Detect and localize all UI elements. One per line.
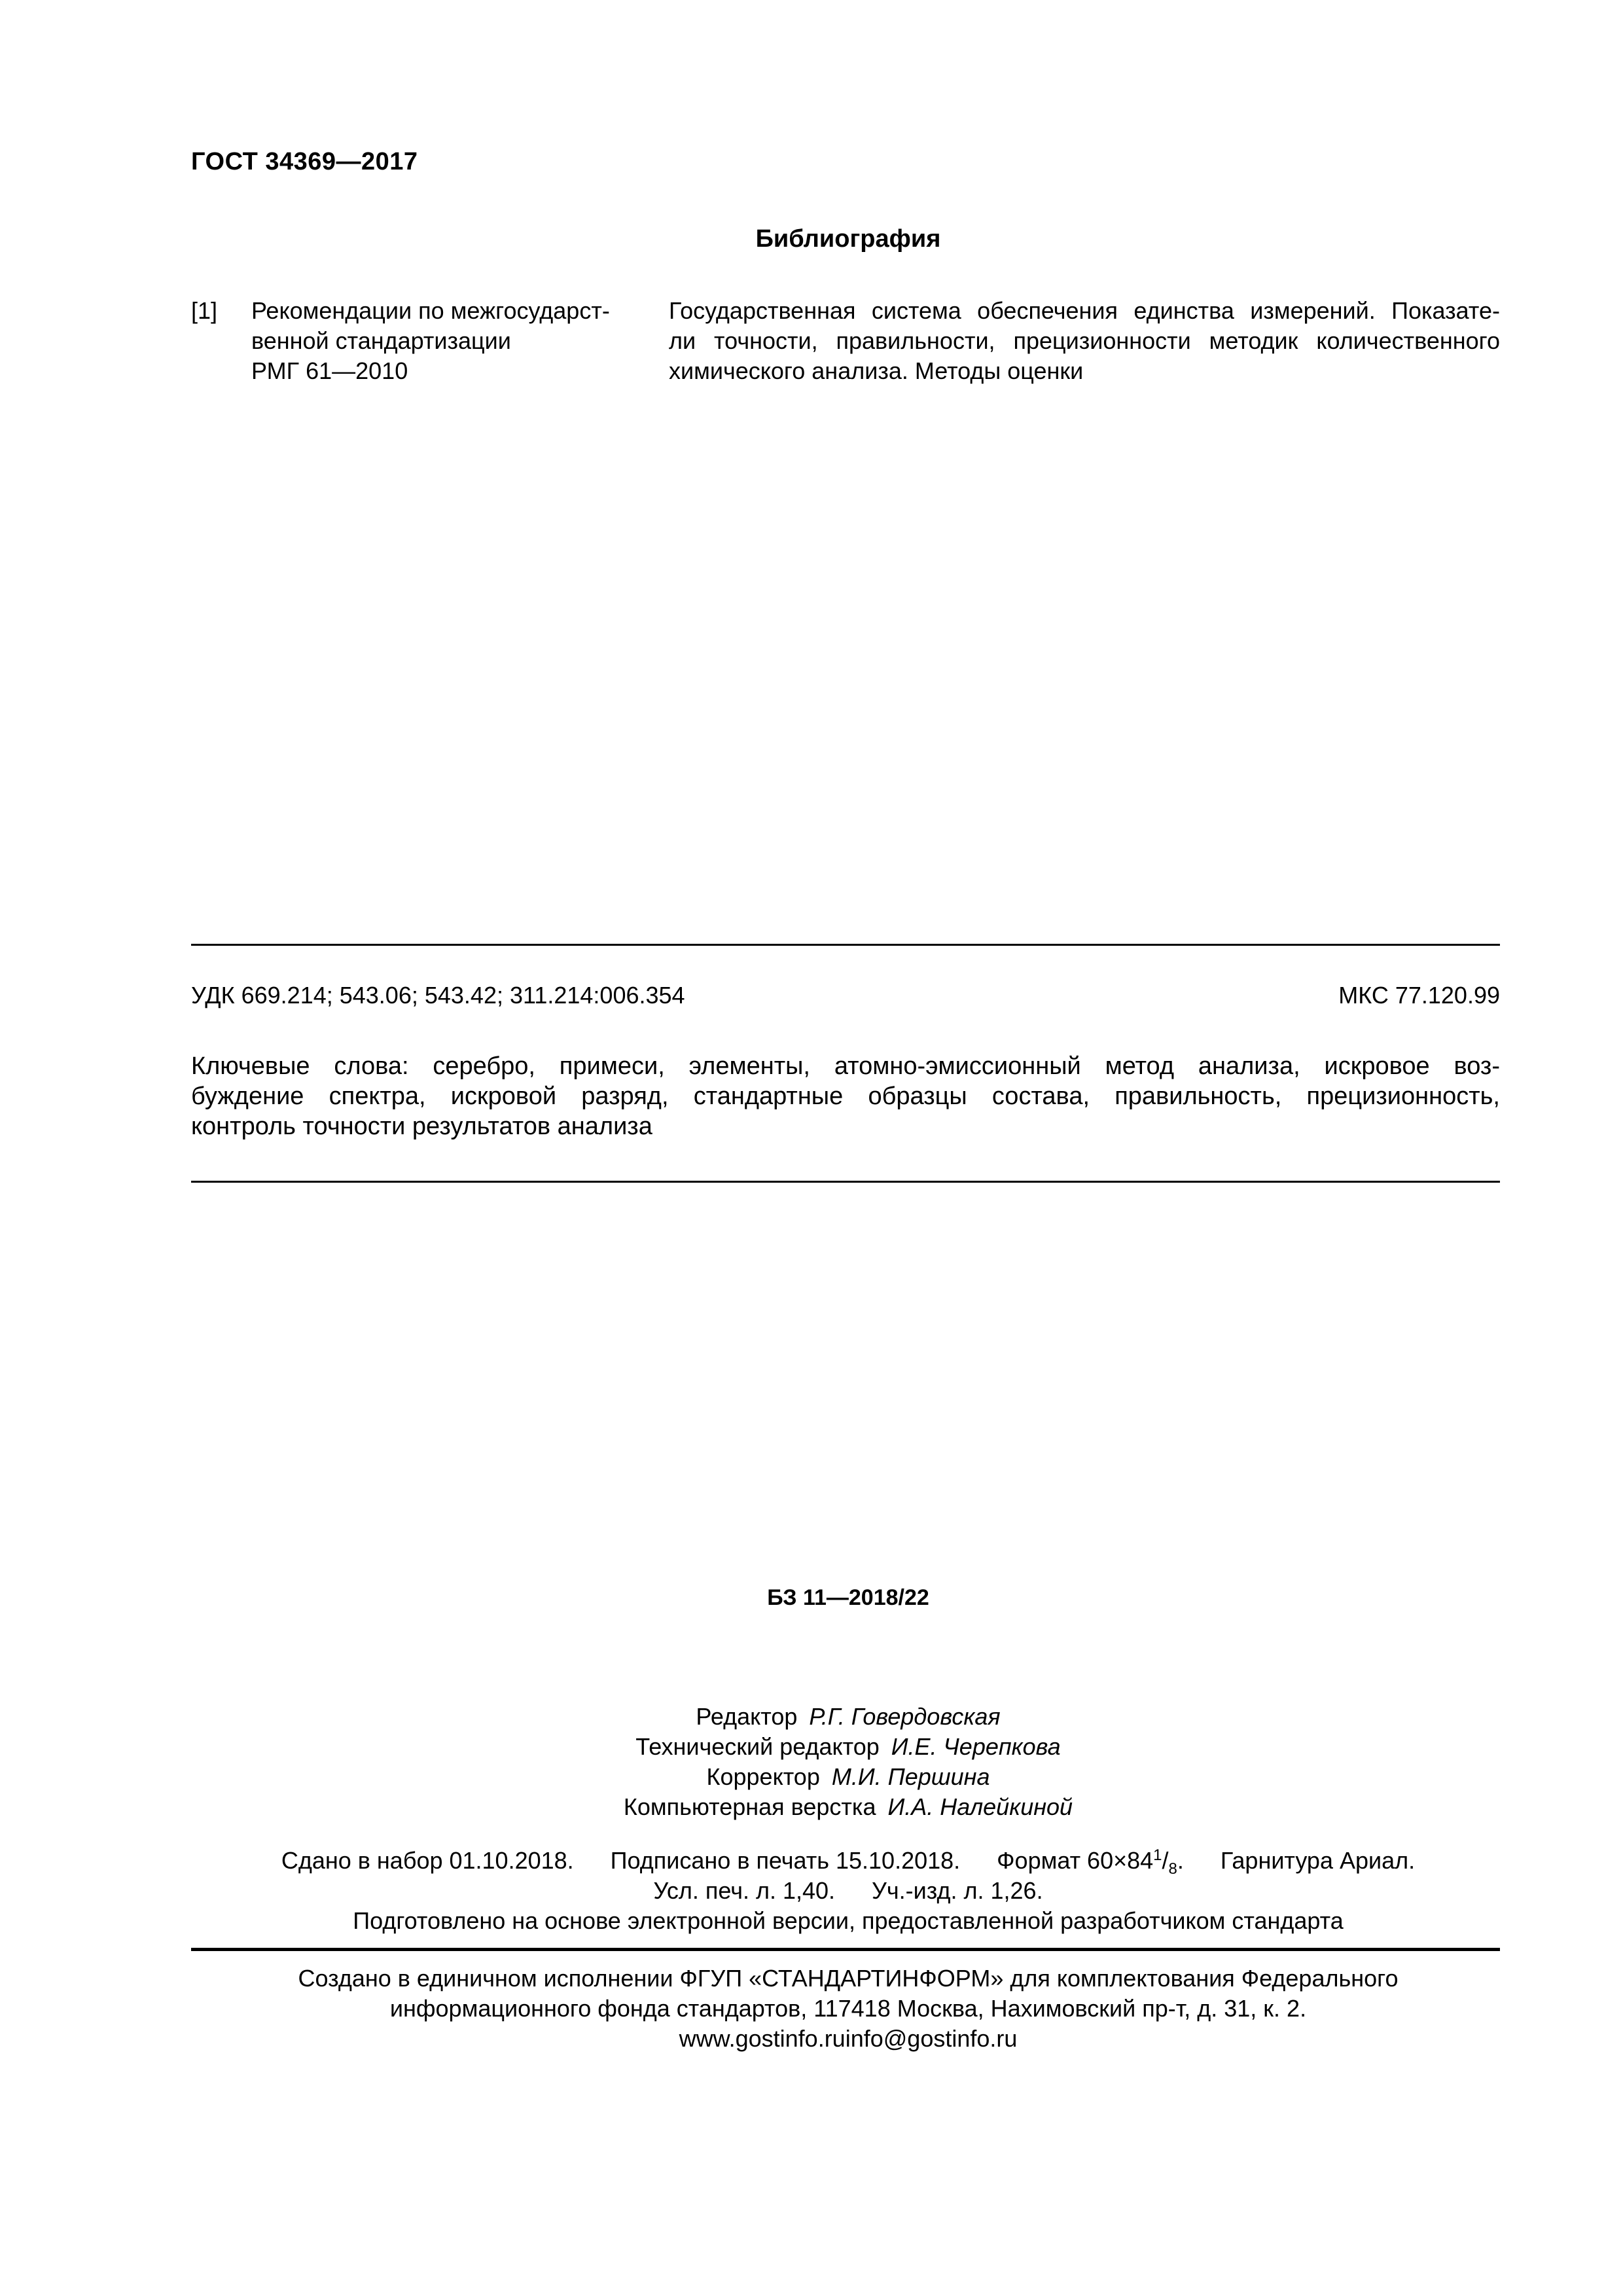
imprint-line-2 xyxy=(0,1876,1623,1906)
email-link[interactable]: info@gostinfo.ru xyxy=(845,2025,1018,2052)
prepared-note: Подготовлено на основе электронной версии, предоставленной разработчиком стандарта xyxy=(353,1907,1344,1934)
bibliography-entry-number: [1] xyxy=(191,297,218,324)
keywords-line: контроль точности результатов анализа xyxy=(191,1113,652,1140)
keywords-line: Ключевые слова: серебро, примеси, элементы, атомно-эмиссионный метод анализа, искровое воз- xyxy=(191,1052,1500,1080)
created-line: информационного фонда стандартов, 117418 Москва, Нахимовский пр-т, д. 31, к. 2. xyxy=(389,1995,1307,2022)
imprint-line-1 xyxy=(0,1846,1623,1876)
bibliography-entry-source xyxy=(251,296,644,386)
signed-date: Подписано в печать 15.10.2018. xyxy=(610,1847,961,1874)
bibliography-entry-title xyxy=(669,296,1500,386)
staff-role: Технический редактор xyxy=(635,1733,880,1760)
created-line: Создано в единичном исполнении ФГУП «СТАНДАРТИНФОРМ» для комплектования Федерального xyxy=(298,1965,1399,1992)
print-sheets: Усл. печ. л. 1,40. xyxy=(653,1877,836,1904)
imprint xyxy=(0,1846,1623,1936)
staff-role: Компьютерная верстка xyxy=(623,1793,876,1820)
source-line: Рекомендации по межгосударст- xyxy=(251,297,610,324)
staff-row xyxy=(0,1792,1623,1822)
submitted-date: Сдано в набор 01.10.2018. xyxy=(281,1847,574,1874)
divider-imprint xyxy=(191,1948,1500,1951)
title-line: Государственная система обеспечения единства измерений. Показате- xyxy=(669,297,1500,324)
divider-top xyxy=(191,944,1500,946)
staff-role: Корректор xyxy=(706,1763,820,1790)
paper-format: Формат $60\times 84^1/_8$. xyxy=(997,1846,1184,1878)
keywords-line: буждение спектра, искровой разряд, стандартные образцы состава, правильность, прецизионность, xyxy=(191,1083,1500,1110)
bz-number: БЗ 11—2018/22 xyxy=(767,1585,929,1610)
created-note xyxy=(0,1964,1623,2054)
divider-bottom xyxy=(191,1181,1500,1183)
keywords xyxy=(191,1051,1500,1141)
staff-row xyxy=(0,1732,1623,1762)
typeface: Гарнитура Ариал. xyxy=(1220,1847,1416,1874)
staff-name: М.И. Першина xyxy=(831,1763,990,1790)
title-line: химического анализа. Методы оценки xyxy=(669,357,1084,384)
publishing-sheets: Уч.-изд. л. 1,26. xyxy=(872,1877,1043,1904)
contacts xyxy=(0,2024,1623,2054)
staff-name: Р.Г. Говердовская xyxy=(809,1703,1001,1730)
source-line: венной стандартизации xyxy=(251,327,511,354)
bibliography-title: Библиография xyxy=(755,225,941,253)
staff-role: Редактор xyxy=(696,1703,798,1730)
website-link[interactable]: www.gostinfo.ru xyxy=(679,2025,846,2052)
source-line: РМГ 61—2010 xyxy=(251,357,408,384)
mks-code: МКС 77.120.99 xyxy=(1338,982,1500,1009)
staff-name: И.А. Налейкиной xyxy=(887,1793,1073,1820)
staff-list xyxy=(0,1702,1623,1822)
udk-code: УДК 669.214; 543.06; 543.42; 311.214:006.354 xyxy=(191,982,685,1009)
staff-row xyxy=(0,1762,1623,1792)
staff-row xyxy=(0,1702,1623,1732)
title-line: ли точности, правильности, прецизионности методик количественного xyxy=(669,327,1500,354)
standard-id: ГОСТ 34369—2017 xyxy=(191,148,418,175)
staff-name: И.Е. Черепкова xyxy=(891,1733,1061,1760)
